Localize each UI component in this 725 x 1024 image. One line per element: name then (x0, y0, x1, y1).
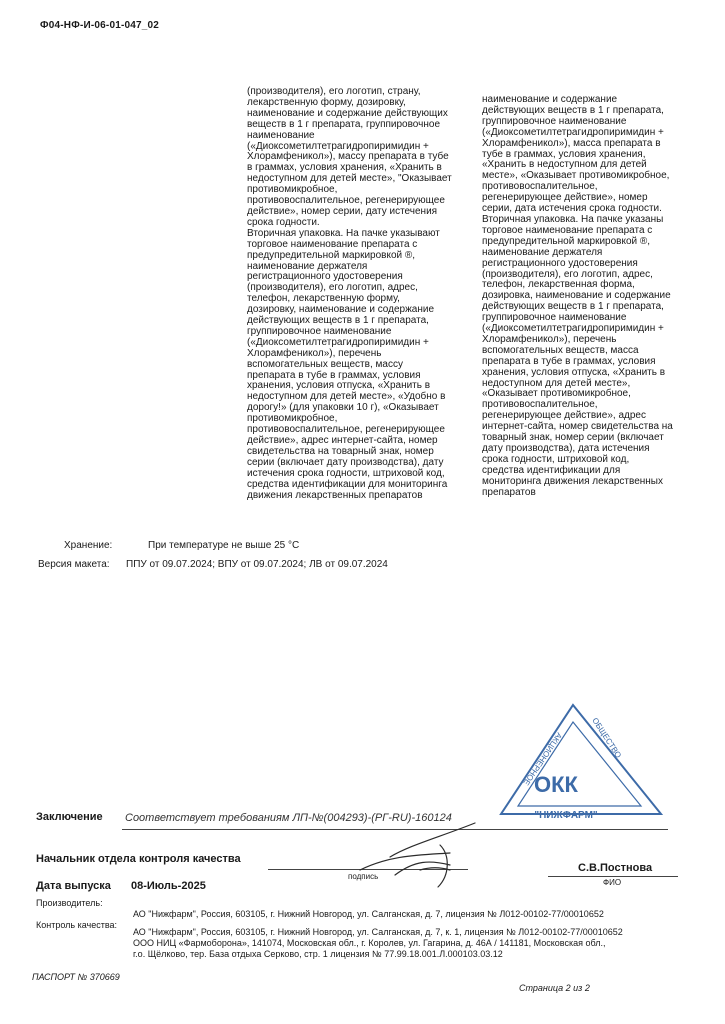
quality-control-line-1: АО "Нижфарм", Россия, 603105, г. Нижний Новгород, ул. Салганская, д. 7, к. 1, лицензия № Л012-00102-77/00010652 (133, 927, 623, 937)
conclusion-value: Соответствует требованиям ЛП-№(004293)-(РГ-RU)-160124 (125, 812, 452, 824)
issue-label: Дата выпуска (36, 880, 111, 892)
stamp-center-text: ОКК (534, 772, 578, 797)
version-label: Версия макета: (38, 559, 110, 570)
conclusion-label: Заключение (36, 811, 103, 823)
quality-control-label: Контроль качества: (36, 920, 118, 930)
page-number: Страница 2 из 2 (519, 983, 590, 993)
name-line (548, 876, 678, 877)
quality-head-label: Начальник отдела контроля качества (36, 853, 241, 865)
stamp-left-arc-text: АКЦИОНЕРНОЕ (521, 730, 564, 787)
packaging-right-column: наименование и содержание действующих веществ в 1 г препарата, группировочное наименование («Диоксометилтетрагидропиримидин + Хлорамфеникол»), масса препарата в тубе в граммах, условия хранения, «Хранить в недоступном для детей месте», «Оказывает противомикробное, противовоспалительное, регенерирующее действие», номер серии, дата истечения срока годности. Вторичная упаковка. На пачке указаны торговое наименование препарата с предупредительной маркировкой ®, наименование держателя регистрационного удостоверения (производителя), его логотип, адрес, телефон, лекарственная форма, дозировка, наименование и содержание действующих веществ в 1 г препарата, группировочное наименование («Диоксометилтетрагидропиримидин + Хлорамфеникол»), перечень вспомогательных веществ, масса препарата в тубе в граммах, условия хранения, условия отпуска, «Хранить в недоступном для детей месте», «Оказывает противомикробное, противовоспалительное, регенерирующее действие», адрес интернет-сайта, номер свидетельства на товарный знак, номер серии (включает дату производства), дата истечения срока годности, штриховой код, средства идентификации для мониторинга движения лекарственных препаратов (482, 94, 673, 498)
stamp-right-arc-text: ОБЩЕСТВО (590, 716, 623, 760)
signature-caption: подпись (348, 872, 379, 881)
okk-stamp (496, 702, 666, 820)
producer-value: АО "Нижфарм", Россия, 603105, г. Нижний Новгород, ул. Салганская, д. 7, лицензия № Л012-00102-77/00010652 (133, 909, 604, 919)
packaging-left-column: (производителя), его логотип, страну, лекарственную форму, дозировку, наименование и содержание действующих веществ в 1 г препарата, группировочное наименование («Диоксометилтетрагидропиримидин + Хлорамфеникол»), массу препарата в тубе в граммах, условия хранения, «Хранить в недоступном для детей месте», "Оказывает противомикробное, противовоспалительное, регенерирующее действие», номер серии, дату истечения срока годности. Вторичная упаковка. На пачке указывают торговое наименование препарата с предупредительной маркировкой ®, наименование держателя регистрационного удостоверения (производителя), его логотип, адрес, телефон, лекарственную форму, дозировку, наименование и содержание действующих веществ в 1 г препарата, группировочное наименование («Диоксометилтетрагидропиримидин + Хлорамфеникол»), перечень вспомогательных веществ, массу препарата в тубе в граммах, условия хранения, условия отпуска, «Хранить в недоступном для детей месте», «Удобно в дорогу!» (для упаковки 10 г), «Оказывает противомикробное, противовоспалительное, регенерирующее действие», адрес интернет-сайта, номер свидетельства на товарный знак, номер серии (включает дату производства), дату истечения срока годности, штриховой код, средства идентификации для мониторинга движения лекарственных препаратов (247, 86, 452, 501)
storage-value: При температуре не выше 25 °C (148, 540, 300, 551)
quality-control-line-3: г.о. Щёлково, тер. База отдыха Серково, стр. 1 лицензия № 77.99.18.001.Л.000103.03.12 (133, 949, 503, 959)
handwritten-signature (300, 815, 490, 890)
producer-label: Производитель: (36, 898, 103, 908)
quality-control-line-2: ООО НИЦ «Фармоборона», 141074, Московская обл., г. Королев, ул. Гагарина, д. 46А / 141181, Московская обл., (133, 938, 606, 948)
name-caption: ФИО (603, 878, 622, 887)
stamp-bottom-text: "НИЖФАРМ" (534, 810, 598, 820)
quality-head-name: С.В.Постнова (578, 862, 653, 874)
issue-value: 08-Июль-2025 (131, 880, 206, 892)
passport-number: ПАСПОРТ № 370669 (32, 972, 120, 982)
doc-code: Ф04-НФ-И-06-01-047_02 (40, 20, 160, 31)
version-value: ППУ от 09.07.2024; ВПУ от 09.07.2024; ЛВ от 09.07.2024 (126, 559, 388, 570)
storage-label: Хранение: (64, 540, 113, 551)
